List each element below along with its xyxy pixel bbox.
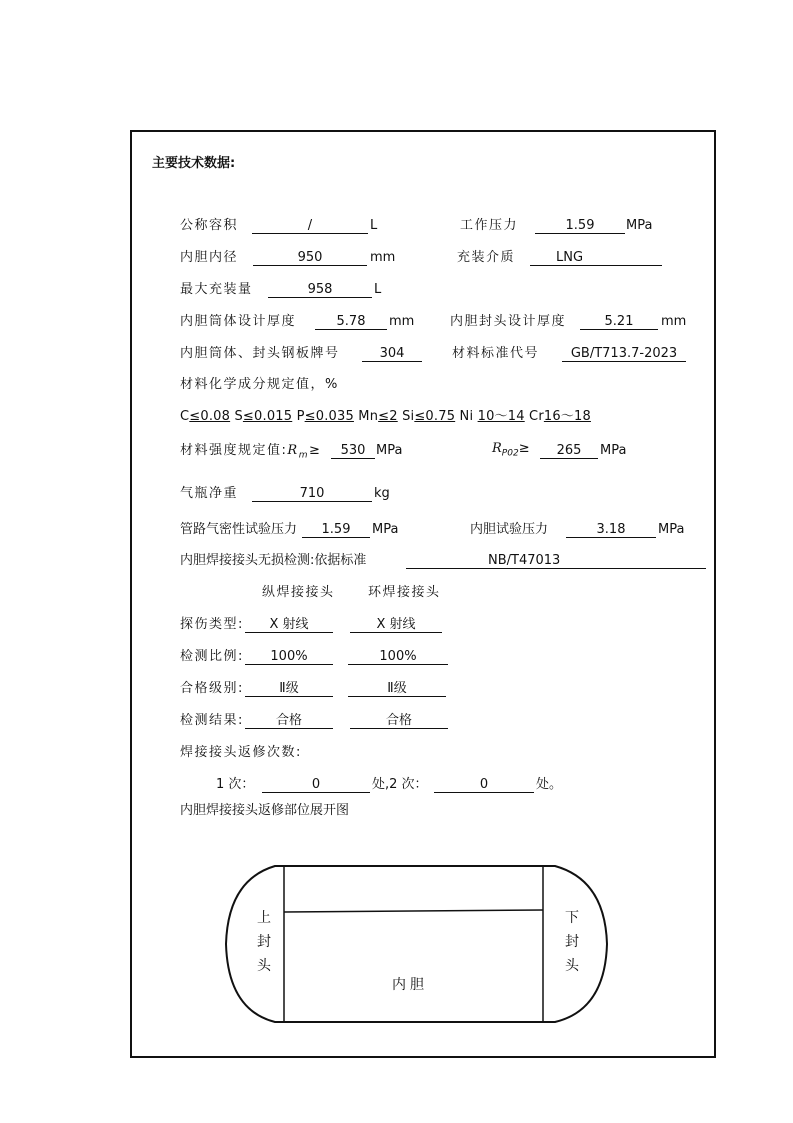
col-circumferential-weld: 环焊接接头 xyxy=(368,585,441,600)
rp-value: 265 xyxy=(540,443,598,459)
longitudinal-seam xyxy=(284,910,543,912)
net-weight-unit: kg xyxy=(374,486,390,501)
weld-row-label: 检测结果: xyxy=(180,713,244,728)
weld-row-circ: 100% xyxy=(348,649,448,665)
upper-head-char: 头 xyxy=(257,958,271,974)
weld-row-long: 合格 xyxy=(245,713,333,729)
rp-symbol: $R_{P02}\ge$ xyxy=(492,441,530,459)
lower-head-char: 下 xyxy=(565,910,579,926)
repair-label: 焊接接头返修次数: xyxy=(180,745,302,760)
rp-unit: MPa xyxy=(600,443,627,458)
col-longitudinal-weld: 纵焊接接头 xyxy=(262,585,335,600)
repair-first-suffix: 处,2 次： xyxy=(372,777,428,792)
rm-value: 530 xyxy=(331,443,375,459)
weld-row-circ: X 射线 xyxy=(350,617,442,633)
working-pressure-value: 1.59 xyxy=(535,218,625,234)
repair-second-suffix: 处。 xyxy=(536,777,563,792)
weld-row-label: 合格级别: xyxy=(180,681,244,696)
chem-label: 材料化学成分规定值，% xyxy=(180,377,339,392)
leak-test-label: 管路气密性试验压力 xyxy=(180,522,298,537)
nominal-volume-value: / xyxy=(252,218,368,234)
repair-second-value: 0 xyxy=(434,777,534,793)
inner-diameter-label: 内胆内径 xyxy=(180,250,239,265)
upper-head-char: 上 xyxy=(257,910,271,926)
inner-diameter-unit: mm xyxy=(370,250,396,265)
medium-label: 充装介质 xyxy=(457,250,516,265)
material-std-value: GB/T713.7-2023 xyxy=(562,346,686,362)
weld-row-long: Ⅱ级 xyxy=(245,681,333,697)
shell-thickness-value: 5.78 xyxy=(315,314,387,330)
shell-thickness-label: 内胆筒体设计厚度 xyxy=(180,314,297,329)
weld-row-circ: 合格 xyxy=(350,713,448,729)
inner-diameter-value: 950 xyxy=(253,250,367,266)
material-std-label: 材料标准代号 xyxy=(452,346,540,361)
max-fill-label: 最大充装量 xyxy=(180,282,253,297)
weld-row-long: 100% xyxy=(245,649,333,665)
steel-grade-label: 内胆筒体、封头钢板牌号 xyxy=(180,346,340,361)
weld-row-long: X 射线 xyxy=(245,617,333,633)
head-thickness-value: 5.21 xyxy=(580,314,658,330)
weld-row-label: 检测比例: xyxy=(180,649,244,664)
section-heading: 主要技术数据: xyxy=(152,156,236,171)
repair-first-value: 0 xyxy=(262,777,370,793)
lower-head-char: 头 xyxy=(565,958,579,974)
medium-value: LNG xyxy=(530,250,662,266)
max-fill-value: 958 xyxy=(268,282,372,298)
net-weight-value: 710 xyxy=(252,486,372,502)
upper-head-char: 封 xyxy=(257,934,271,950)
inner-test-label: 内胆试验压力 xyxy=(470,522,549,537)
lower-head-char: 封 xyxy=(565,934,579,950)
liner-label: 内胆 xyxy=(392,977,428,993)
repair-first-prefix: 1 次： xyxy=(216,777,255,792)
inner-test-unit: MPa xyxy=(658,522,685,537)
net-weight-label: 气瓶净重 xyxy=(180,486,239,501)
weld-row-label: 探伤类型: xyxy=(180,617,244,632)
nominal-volume-unit: L xyxy=(370,218,378,233)
head-thickness-unit: mm xyxy=(661,314,687,329)
strength-label: 材料强度规定值$:R_m\ge$ xyxy=(180,443,322,461)
working-pressure-label: 工作压力 xyxy=(460,218,519,233)
vessel-outline xyxy=(226,866,607,1022)
ndt-label: 内胆焊接接头无损检测:依据标准 xyxy=(180,553,367,568)
rm-unit: MPa xyxy=(376,443,403,458)
steel-grade-value: 304 xyxy=(362,346,422,362)
max-fill-unit: L xyxy=(374,282,382,297)
ndt-standard-value: NB/T47013 xyxy=(406,553,706,569)
working-pressure-unit: MPa xyxy=(626,218,653,233)
inner-test-value: 3.18 xyxy=(566,522,656,538)
leak-test-unit: MPa xyxy=(372,522,399,537)
diagram-title: 内胆焊接接头返修部位展开图 xyxy=(180,803,350,818)
shell-thickness-unit: mm xyxy=(389,314,415,329)
head-thickness-label: 内胆封头设计厚度 xyxy=(450,314,567,329)
chem-composition: C≤0.08 S≤0.015 P≤0.035 Mn≤2 Si≤0.75 Ni 10～14 Cr16～18 xyxy=(180,409,591,424)
nominal-volume-label: 公称容积 xyxy=(180,218,239,233)
weld-row-circ: Ⅱ级 xyxy=(348,681,446,697)
leak-test-value: 1.59 xyxy=(302,522,370,538)
